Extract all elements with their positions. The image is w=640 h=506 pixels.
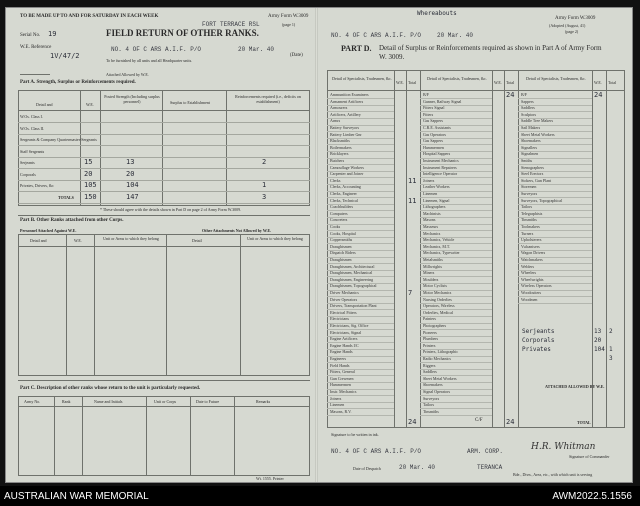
col2-item: Saddlers	[423, 369, 437, 375]
col2-item: Fitters Signal	[423, 105, 445, 111]
col1-item: Boilermakers	[330, 144, 352, 150]
col3-item: Stenographers	[521, 164, 544, 170]
part-c-col-remarks: Remarks	[256, 399, 271, 404]
col1-item: Drivers, Transportation Plant	[330, 303, 377, 309]
handwritten-note: Whereabouts	[417, 10, 457, 17]
part-b-col-unit-2: Unit or Arms to which they belong	[247, 236, 303, 241]
col3-handwritten-label: Corporals	[522, 337, 555, 344]
d-col-total-2: Total	[506, 80, 515, 85]
col2-item: B/F	[423, 92, 430, 97]
col1-item: Masons, R.V.	[330, 408, 352, 414]
part-a-row-we: 150	[84, 192, 97, 201]
col3-item: Sail Makers	[521, 125, 541, 130]
col3-item: Wagon Drivers	[521, 250, 546, 256]
part-b-sub-right: Other Attachments Not Allowed by W.E.	[202, 228, 272, 233]
caption-accession-number: AWM2022.5.1556	[552, 491, 632, 502]
d-col-total-3: Total	[608, 80, 617, 85]
form-title: FIELD RETURN OF OTHER RANKS.	[106, 28, 259, 38]
col-reinforcements: Reinforcements required (i.e., deficits on establishment)	[235, 94, 301, 104]
col3-item: Surveyors, Topographical	[521, 197, 563, 203]
part-a-row-we: 15	[84, 158, 93, 166]
col-surplus: Surplus to Establishment	[170, 100, 210, 105]
part-d-label: PART D.	[341, 44, 372, 53]
col3-item: Upholsterers	[521, 237, 542, 243]
col2-item: Hospital Sappers	[423, 151, 451, 157]
page-note-2: (page 2)	[565, 29, 579, 34]
col2-item: Instrument Mechanics	[423, 158, 459, 163]
col1-item: Hammermen	[330, 382, 351, 388]
col2-item: Printers, Lithographic	[423, 349, 459, 355]
col1-item: Armourers	[330, 105, 348, 111]
page-one	[6, 8, 317, 482]
part-a-row-line	[18, 203, 310, 204]
col3-item: Tailors	[521, 204, 533, 210]
dispatch-value: 20 Mar. 40	[399, 464, 436, 471]
col3-item: Watchmakers	[521, 257, 543, 262]
col3-item: Wheelers	[521, 270, 537, 276]
col2-item: Nursing Orderlies	[423, 296, 452, 302]
d-col-total-1: Total	[408, 80, 417, 85]
col2-item: Intelligence Operator	[423, 171, 458, 177]
serial-label: Serial No.	[20, 33, 41, 38]
dispatch-label: Date of Despatch	[353, 466, 381, 471]
part-b-table	[18, 234, 310, 376]
col1-item: Dispatch Riders	[330, 250, 356, 256]
col2-item: Mechanics, M.T.	[423, 243, 451, 249]
part-b-col-we: W.E.	[74, 238, 82, 243]
col2-item: Miners	[423, 270, 435, 276]
col2-item: Gas Operators	[423, 131, 446, 137]
col1-total-value: 11	[408, 176, 417, 185]
caption-institution: AUSTRALIAN WAR MEMORIAL	[4, 491, 149, 502]
col2-item: Gas Sappers	[423, 118, 443, 124]
part-c-col-name: Name and Initials	[94, 399, 123, 404]
col1-item: Electricians	[330, 316, 349, 322]
col3-item: Sculptors	[521, 111, 537, 117]
col1-item: Draughtsmen, Topographical	[330, 283, 377, 289]
col1-item: Blacksmiths	[330, 138, 350, 144]
part-c-col-unit: Unit or Corps	[154, 399, 176, 404]
col2-item: Riggers	[423, 362, 436, 368]
col1-item: Armament Artificers	[330, 98, 364, 104]
printer-note: Wt. 1555. Printer	[256, 476, 284, 481]
col1-item: Draughtsmen	[330, 257, 352, 262]
col3-item: Tinsmiths	[521, 217, 537, 223]
adopted-note: (Adopted (August, 41)	[549, 23, 586, 28]
caption-bar	[0, 486, 640, 506]
col2-item: Painters	[423, 316, 436, 322]
col2-item: Mechanics, Vehicle	[423, 237, 455, 243]
col2-item: Printers	[423, 342, 436, 348]
unit-stamp-2: NO. 4 OF C ARS A.I.F. P/O	[331, 32, 422, 39]
top-note: TO BE MADE UP TO AND FOR SATURDAY IN EACH WEEK	[20, 14, 159, 19]
col1-cf: C/F	[475, 418, 483, 423]
d-col-detail-2: Detail of Specialists, Tradesmen, &c.	[427, 76, 487, 81]
col3-handwritten-label: Privates	[522, 346, 551, 353]
col3-handwritten-total: 1	[609, 346, 613, 353]
part-a-row-label: Staff Sergeants	[20, 148, 45, 154]
part-c-table	[18, 396, 310, 476]
col3-item: Saddlers	[521, 105, 535, 111]
col2-item: Surveyors	[423, 395, 440, 401]
col1-item: Coachbuilders	[330, 204, 354, 210]
col1-item: Draughtsmen	[330, 243, 352, 249]
part-a-row-posted: 147	[126, 192, 139, 201]
col1-cf-total: 24	[408, 418, 417, 426]
d-col-detail-3: Detail of Specialists, Tradesmen, &c.	[526, 76, 586, 81]
d-col-detail-1: Detail of Specialists, Tradesmen, &c.	[332, 76, 392, 81]
col1-item: Joiners	[330, 395, 342, 401]
col3-handwritten-label: Serjeants	[522, 328, 555, 335]
col1-item: Coppersmiths	[330, 237, 353, 243]
date-stamp-2: 20 Mar. 40	[437, 32, 474, 39]
col1-item: Driver Operators	[330, 296, 358, 302]
col2-item: Sheet Metal Workers	[423, 375, 457, 381]
col1-item: Electricians, Signal	[330, 329, 362, 335]
col1-item: Concreters	[330, 217, 348, 223]
col2-item: Joiners	[423, 177, 435, 183]
col3-handwritten-we: 104	[594, 346, 605, 353]
col1-item: Engine Hands	[330, 349, 353, 355]
col3-item: Signalmen	[521, 151, 539, 157]
col1-item: Clerks, Accounting	[330, 184, 361, 190]
col2-item: Fitters	[423, 111, 434, 117]
bottom-stamp-corps: ARM. CORP.	[467, 448, 504, 455]
col2-item: Motor Mechanics	[423, 290, 452, 295]
col2-row-line	[420, 415, 492, 416]
col2-bf-total: 24	[506, 91, 515, 99]
part-a-row-label: W.Os. Class II.	[20, 125, 45, 131]
part-a-row-reinforcements: 2	[262, 158, 267, 166]
col3-item: Wheelwrights	[521, 276, 544, 282]
part-b-col-detail-2: Detail	[192, 238, 202, 243]
col1-item: Camouflage Workers	[330, 164, 364, 170]
col3-item: Woodmen	[521, 296, 538, 302]
d-col-we-1: W.E.	[396, 80, 404, 85]
col-we: W.E.	[86, 102, 94, 107]
col3-item: Turners	[521, 230, 534, 236]
col1-item: Carpenter and Joiner	[330, 171, 364, 177]
part-a-row-we: 105	[84, 181, 97, 189]
we-reference-value: 1V/47/2	[50, 52, 80, 60]
part-c-col-date: Date to Future	[196, 399, 220, 404]
unit-stamp: FORT TERRACE RSL	[202, 21, 260, 28]
col2-item: Masons	[423, 217, 436, 223]
col3-handwritten-we: 20	[594, 337, 602, 344]
col3-item: Saddle Tree Makers	[521, 118, 553, 124]
part-a-row-posted: 104	[126, 181, 139, 189]
col1-item: Electricians, Sig. Office	[330, 323, 369, 328]
col2-item: Tinsmiths	[423, 408, 439, 414]
col1-item: Butchers	[330, 158, 345, 163]
part-a-row-label: Privates, Drivers, &c	[20, 183, 54, 188]
col3-item: Vulcanisers	[521, 243, 540, 249]
part-a-row-we: 20	[84, 169, 93, 178]
col1-item: Artificers, Artillery	[330, 111, 361, 117]
part-a-heading: Part A. Strength, Surplus or Reinforcements required.	[20, 80, 136, 85]
return-date: 20 Mar. 40	[238, 46, 275, 53]
instruction-text: To be furnished by all units and all Headquarter units.	[106, 58, 193, 63]
col2-item: C.R.E. Assistants	[423, 125, 451, 130]
part-c-col-army-no: Army No.	[24, 399, 41, 404]
bottom-unit-stamp: NO. 4 OF C ARS A.I.F. P/O	[331, 448, 422, 455]
col1-item: Battery Limber Gnr	[330, 131, 362, 137]
col-posted: Posted Strength (Including surplus personnel)	[104, 94, 160, 104]
col3-item: Storemen	[521, 184, 537, 190]
col3-item: Surveyors	[521, 191, 538, 196]
col2-item: Linemen	[423, 191, 438, 196]
col3-item: Signallers	[521, 144, 537, 150]
part-a-footnote: * These should agree with the details shown in Part D on page 2 of Army Form W.3009.	[100, 207, 242, 212]
col2-item: Metalsmiths	[423, 257, 443, 262]
col2-item: Orderlies, Medical	[423, 309, 453, 315]
attached-allowed-label: Attached Allowed by W.E.	[106, 72, 149, 77]
col2-item: Motor Cyclists	[423, 283, 447, 289]
part-d-title: Detail of Surplus or Reinforcements required as shown in Part A of Army Form W. 3009.	[379, 44, 602, 61]
col1-item: Draughtsmen, Mechanical	[330, 270, 373, 276]
col2-item: Lithographers	[423, 204, 446, 210]
part-b-col-unit: Unit or Arms to which they belong	[103, 236, 159, 241]
col2-item: Moulders	[423, 276, 439, 282]
col3-handwritten-we: 13	[594, 328, 602, 335]
col2-item: Leather Workers	[423, 184, 450, 190]
col3-item: Smiths	[521, 158, 533, 163]
bde-divn-note: Bde., Divn., Area, etc., with which unit is serving	[513, 472, 593, 477]
col1-item: Clerks, Technical	[330, 197, 358, 203]
col1-item: Bricklayers	[330, 151, 349, 157]
col3-item: Welders	[521, 263, 535, 269]
page-note: (page 1)	[282, 22, 296, 27]
part-a-row-label: Corporals	[20, 171, 36, 177]
part-a-row-label: Sergeants & Company Quartermaster-Sergeants	[20, 137, 97, 142]
col2-item: Signal Operators	[423, 389, 450, 394]
part-a-row-posted: 20	[126, 169, 135, 178]
col2-item: Mechanics	[423, 230, 441, 236]
col2-item: Plumbers	[423, 336, 439, 342]
col1-item: Engine Hands I/C	[330, 342, 359, 348]
col2-item: Linemen, Signal	[423, 197, 450, 203]
col2-item: Gas Sappers	[423, 138, 443, 144]
col1-item: Computers	[330, 210, 348, 216]
col1-item: Driver Mechanics	[330, 290, 359, 295]
part-b-heading: Part B. Other Ranks attached from other Corps.	[20, 218, 124, 223]
col1-item: Armrs	[330, 118, 341, 124]
col3-item: Steel Erectors	[521, 171, 544, 177]
col1-item: Clerks	[330, 177, 341, 183]
signature-label: Signature of Commander	[569, 454, 610, 459]
col3-handwritten-total: 3	[609, 355, 613, 362]
date-label: (Date)	[290, 53, 303, 58]
part-a-row-posted: 13	[126, 158, 135, 166]
col1-item: Gun Crewmen	[330, 375, 354, 381]
col2-cf-total: 24	[506, 418, 515, 426]
col2-item: Tailors	[423, 402, 435, 408]
col1-item: Clerks, Engineer	[330, 191, 357, 196]
part-a-row-label: TOTALS	[58, 194, 74, 200]
col1-item: Cooks, Hospital	[330, 230, 356, 236]
col3-item: Sappers	[521, 98, 534, 104]
col1-item: Electrical Fitters	[330, 309, 357, 315]
col3-row-line	[518, 303, 592, 304]
col1-item: Instr. Mechanics	[330, 389, 357, 394]
col1-item: Ammunition Examiners	[330, 92, 369, 97]
col3-item: Toolmakers	[521, 224, 540, 229]
col2-item: Mechanics, Typewriter	[423, 250, 460, 256]
col1-item: Draughtsmen, Engineering	[330, 276, 374, 282]
col1-item: Draughtsmen, Architectural	[330, 263, 375, 269]
we-reference-label: W.E. Reference	[20, 45, 52, 50]
part-a-row-line	[18, 168, 310, 169]
col2-item: Machinists	[423, 210, 441, 216]
col1-item: Engineers	[330, 356, 346, 361]
attached-allowed-we: ATTACHED ALLOWED BY W.E.	[545, 384, 605, 389]
bottom-stamp-location: TERANCA	[477, 464, 503, 471]
part-a-row-reinforcements: 3	[262, 192, 267, 201]
col-detail: Detail and	[36, 102, 53, 107]
col2-item: Hammermen	[423, 144, 444, 150]
col3-bf-total: 24	[594, 91, 603, 99]
col3-handwritten-total: 2	[609, 328, 613, 335]
form-number-2: Army Form W.3009	[555, 16, 596, 21]
col2-item: Masseurs	[423, 224, 439, 229]
part-b-col-detail: Detail and	[30, 238, 47, 243]
part-a-row-line	[18, 134, 310, 135]
serial-value: 19	[48, 30, 57, 38]
d-col-we-2: W.E.	[494, 80, 502, 85]
part-a-row-line	[18, 145, 310, 146]
part-c-col-rank: Rank	[62, 399, 71, 404]
col3-item: Shoemakers	[521, 138, 541, 144]
part-a-row-line	[18, 122, 310, 123]
col1-item: Battery Surveyors	[330, 125, 359, 130]
d-col-we-3: W.E.	[594, 80, 602, 85]
col1-total-value: 7	[408, 289, 413, 297]
col3-item: Stokers, Gun Plant	[521, 177, 552, 183]
col3-item: Telegraphists	[521, 210, 543, 216]
col3-item: B/F	[521, 92, 528, 97]
part-a-row-label: W.Os. Class I.	[20, 114, 43, 119]
col1-item: Linemen	[330, 402, 345, 408]
col2-item: Photographers	[423, 323, 447, 328]
page-two	[317, 8, 632, 482]
col1-item: Field Hands	[330, 362, 350, 368]
commander-signature: H.R. Whitman	[531, 442, 596, 452]
col2-item: Pioneers	[423, 329, 437, 335]
col1-item: Cooks	[330, 224, 341, 229]
part-a-row-reinforcements: 1	[262, 181, 267, 189]
col1-item: Fitters, General	[330, 369, 355, 375]
signature-note: Signature to be written in ink.	[331, 432, 379, 437]
field-return-form	[6, 8, 632, 482]
col1-total-value: 11	[408, 196, 417, 205]
col2-item: Gunner, Railway Signal	[423, 98, 462, 104]
col3-item: Wireless Operators	[521, 283, 552, 289]
col2-item: Millwrights	[423, 263, 442, 269]
col2-item: Shoemakers	[423, 382, 443, 388]
part-a-row-label: Serjeants	[20, 160, 35, 165]
form-number: Army Form W.3009	[268, 14, 309, 19]
col1-item: Engine Artificers	[330, 336, 358, 342]
col3-item: Sheet Metal Workers	[521, 131, 555, 137]
col3-item: Woodcutters	[521, 290, 542, 295]
part-b-sub-left: Personnel Attached Against W.E.	[20, 228, 77, 233]
part-c-heading: Part C. Description of other ranks whose return to the unit is particularly requested.	[20, 386, 201, 391]
unit-name-stamp: NO. 4 OF C ARS A.I.F. P/O	[111, 46, 202, 53]
col1-row-line	[327, 415, 394, 416]
total-label: TOTAL	[577, 420, 591, 425]
col2-item: Instrument Repairers	[423, 164, 457, 170]
col2-item: Radio Mechanics	[423, 356, 451, 361]
col2-item: Operators, Wireless	[423, 303, 455, 309]
